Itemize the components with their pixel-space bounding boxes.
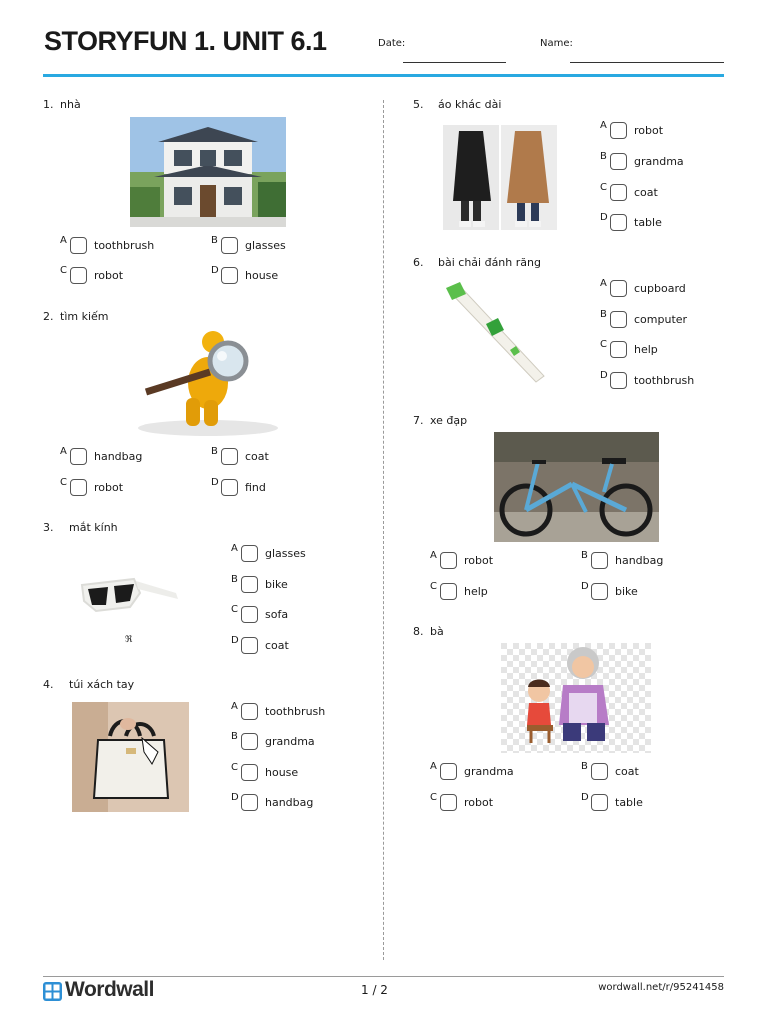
magnifier-figure-image bbox=[118, 328, 299, 438]
answer-checkbox[interactable] bbox=[440, 583, 457, 600]
name-field[interactable] bbox=[570, 62, 724, 63]
handbag-image bbox=[72, 702, 189, 812]
answer-checkbox[interactable] bbox=[70, 448, 87, 465]
answer-checkbox[interactable] bbox=[440, 763, 457, 780]
coat-image bbox=[443, 125, 557, 230]
question-number: 1. bbox=[43, 98, 54, 111]
grandma-image bbox=[501, 643, 651, 753]
question-number: 4. bbox=[43, 678, 54, 691]
answer-checkbox[interactable] bbox=[610, 153, 627, 170]
question-number: 8. bbox=[413, 625, 424, 638]
answer-checkbox[interactable] bbox=[610, 372, 627, 389]
answer-checkbox[interactable] bbox=[440, 552, 457, 569]
date-field[interactable] bbox=[403, 62, 506, 63]
answer-checkbox[interactable] bbox=[221, 448, 238, 465]
answer-checkbox[interactable] bbox=[241, 606, 258, 623]
answer-checkbox[interactable] bbox=[241, 733, 258, 750]
question-number: 6. bbox=[413, 256, 424, 269]
worksheet-title: STORYFUN 1. UNIT 6.1 bbox=[44, 26, 327, 56]
answer-checkbox[interactable] bbox=[610, 341, 627, 358]
question-number: 7. bbox=[413, 414, 424, 427]
answer-checkbox[interactable] bbox=[221, 267, 238, 284]
toothbrush-image bbox=[440, 280, 557, 390]
answer-checkbox[interactable] bbox=[221, 479, 238, 496]
house-image bbox=[130, 117, 286, 227]
name-label: Name: bbox=[540, 38, 573, 49]
question-text: bà bbox=[430, 625, 444, 638]
page-indicator: 1 / 2 bbox=[361, 983, 388, 997]
wordwall-brand-name: Wordwall bbox=[65, 978, 154, 1001]
question-number: 2. bbox=[43, 310, 54, 323]
column-divider bbox=[383, 100, 384, 960]
question-text: mắt kính bbox=[69, 521, 118, 534]
question-text: xe đạp bbox=[430, 414, 468, 427]
bicycle-image bbox=[494, 432, 659, 542]
wordwall-logo-icon bbox=[43, 982, 62, 1001]
answer-checkbox[interactable] bbox=[440, 794, 457, 811]
brand-logo-mark: ℜ bbox=[125, 635, 133, 645]
answer-checkbox[interactable] bbox=[610, 122, 627, 139]
answer-checkbox[interactable] bbox=[70, 479, 87, 496]
answer-checkbox[interactable] bbox=[241, 637, 258, 654]
answer-checkbox[interactable] bbox=[241, 576, 258, 593]
answer-checkbox[interactable] bbox=[241, 545, 258, 562]
answer-checkbox[interactable] bbox=[591, 763, 608, 780]
header-accent-bar bbox=[43, 74, 724, 77]
answer-checkbox[interactable] bbox=[610, 280, 627, 297]
answer-checkbox[interactable] bbox=[591, 583, 608, 600]
answer-checkbox[interactable] bbox=[591, 794, 608, 811]
question-text: nhà bbox=[60, 98, 81, 111]
question-number: 3. bbox=[43, 521, 54, 534]
question-text: bài chải đánh răng bbox=[438, 256, 541, 269]
answer-checkbox[interactable] bbox=[610, 214, 627, 231]
question-text: tìm kiếm bbox=[60, 310, 109, 323]
answer-checkbox[interactable] bbox=[241, 764, 258, 781]
footer-divider bbox=[43, 976, 724, 977]
question-text: áo khác dài bbox=[438, 98, 502, 111]
answer-checkbox[interactable] bbox=[221, 237, 238, 254]
answer-checkbox[interactable] bbox=[241, 794, 258, 811]
answer-checkbox[interactable] bbox=[610, 311, 627, 328]
answer-checkbox[interactable] bbox=[70, 237, 87, 254]
answer-checkbox[interactable] bbox=[610, 184, 627, 201]
answer-checkbox[interactable] bbox=[70, 267, 87, 284]
question-number: 5. bbox=[413, 98, 424, 111]
question-text: túi xách tay bbox=[69, 678, 135, 691]
date-label: Date: bbox=[378, 38, 406, 49]
answer-checkbox[interactable] bbox=[591, 552, 608, 569]
source-url[interactable]: wordwall.net/r/95241458 bbox=[598, 982, 724, 993]
answer-checkbox[interactable] bbox=[241, 703, 258, 720]
